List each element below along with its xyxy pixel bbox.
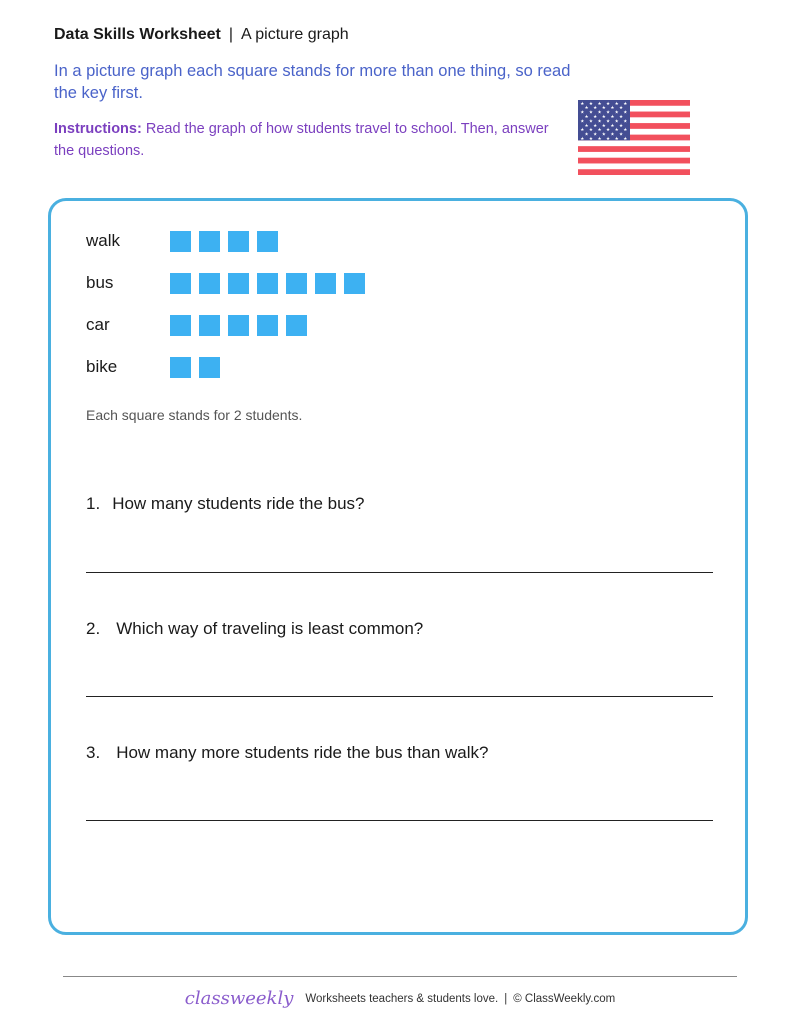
question-text: How many students ride the bus? [112, 494, 365, 513]
square-walk-2 [199, 231, 220, 252]
svg-text:★: ★ [610, 106, 615, 112]
square-car-2 [199, 315, 220, 336]
square-bike-2 [199, 357, 220, 378]
graph-label-bus: bus [86, 273, 114, 292]
question-number: 3. [86, 743, 101, 762]
square-bus-5 [286, 273, 307, 294]
svg-text:★: ★ [597, 110, 602, 116]
svg-text:★: ★ [618, 132, 624, 138]
svg-text:★: ★ [623, 137, 628, 142]
intro-text: In a picture graph each square stands for more than one thing, so read the key first. [54, 62, 571, 102]
svg-text:★: ★ [580, 101, 585, 107]
worksheet-title: Data Skills Worksheet [54, 26, 221, 43]
footer-divider [63, 976, 737, 977]
page-title [54, 26, 349, 44]
question-1 [86, 494, 365, 514]
squares-bike [170, 357, 220, 378]
graph-key: Each square stands for 2 students. [86, 407, 303, 423]
instructions-label: Instructions: [54, 121, 142, 137]
svg-text:★: ★ [588, 119, 593, 125]
question-3 [86, 743, 489, 763]
svg-text:★: ★ [610, 115, 615, 120]
square-car-1 [170, 315, 191, 336]
svg-text:★: ★ [606, 119, 611, 125]
footer-copyright: © ClassWeekly.com [513, 992, 616, 1005]
svg-text:★: ★ [593, 115, 598, 120]
svg-text:★: ★ [606, 110, 611, 116]
footer-separator: | [504, 992, 508, 1005]
brand-logo: classweekly [184, 988, 294, 1009]
svg-text:★: ★ [623, 101, 628, 107]
square-car-3 [228, 315, 249, 336]
svg-text:★: ★ [580, 110, 585, 116]
svg-text:★: ★ [584, 106, 589, 112]
svg-text:★: ★ [597, 128, 602, 134]
svg-text:★: ★ [580, 119, 585, 125]
square-bike-1 [170, 357, 191, 378]
svg-text:★: ★ [610, 123, 615, 129]
square-bus-2 [199, 273, 220, 294]
svg-text:★: ★ [593, 106, 598, 112]
svg-text:★: ★ [614, 128, 619, 134]
svg-text:★: ★ [614, 101, 619, 107]
question-text: Which way of traveling is least common? [116, 619, 424, 638]
svg-text:★: ★ [593, 132, 598, 138]
svg-text:★: ★ [588, 101, 593, 107]
graph-row-bike [86, 356, 220, 378]
svg-text:★: ★ [597, 137, 602, 142]
svg-text:★: ★ [584, 115, 589, 120]
svg-text:★: ★ [606, 128, 611, 134]
graph-row-bus [86, 272, 365, 294]
footer [0, 988, 800, 1009]
svg-text:★: ★ [618, 115, 624, 120]
svg-text:★: ★ [588, 137, 593, 142]
svg-text:★: ★ [597, 119, 602, 125]
svg-text:★: ★ [580, 128, 585, 134]
svg-text:★: ★ [623, 128, 628, 134]
svg-text:★: ★ [601, 123, 606, 129]
svg-text:★: ★ [597, 101, 602, 107]
graph-label-bike: bike [86, 357, 118, 376]
svg-text:★: ★ [623, 119, 628, 125]
question-number: 2. [86, 619, 101, 638]
worksheet-card [48, 198, 748, 935]
svg-text:★: ★ [601, 115, 606, 120]
question-number: 1. [86, 494, 101, 513]
square-car-4 [257, 315, 278, 336]
square-walk-4 [257, 231, 278, 252]
title-separator: | [228, 26, 234, 43]
graph-row-walk [86, 230, 278, 252]
graph-label-car: car [86, 315, 110, 334]
us-flag-graphic [578, 100, 690, 175]
question-2 [86, 619, 423, 639]
square-bus-4 [257, 273, 278, 294]
square-walk-3 [228, 231, 249, 252]
svg-text:★: ★ [601, 132, 606, 138]
svg-text:★: ★ [584, 132, 589, 138]
svg-text:★: ★ [614, 137, 619, 142]
svg-text:★: ★ [614, 110, 619, 116]
svg-text:★: ★ [614, 119, 619, 125]
answer-line-1[interactable] [86, 572, 713, 573]
square-bus-6 [315, 273, 336, 294]
worksheet-subtitle: A picture graph [241, 26, 349, 43]
graph-label-walk: walk [86, 231, 121, 250]
square-car-5 [286, 315, 307, 336]
footer-tagline: Worksheets teachers & students love. [305, 992, 499, 1005]
svg-text:★: ★ [618, 106, 624, 112]
svg-text:★: ★ [588, 110, 593, 116]
graph-row-car [86, 314, 307, 336]
square-bus-3 [228, 273, 249, 294]
svg-text:★: ★ [580, 137, 585, 142]
answer-line-3[interactable] [86, 820, 713, 821]
instructions [54, 118, 554, 162]
question-text: How many more students ride the bus than walk? [116, 743, 489, 762]
svg-text:★: ★ [593, 123, 598, 129]
svg-text:★: ★ [623, 110, 628, 116]
svg-text:★: ★ [618, 123, 624, 129]
squares-car [170, 315, 307, 336]
squares-bus [170, 273, 365, 294]
svg-text:★: ★ [601, 106, 606, 112]
squares-walk [170, 231, 278, 252]
svg-text:★: ★ [610, 132, 615, 138]
svg-text:★: ★ [606, 137, 611, 142]
svg-text:★: ★ [606, 101, 611, 107]
square-bus-1 [170, 273, 191, 294]
us-flag-icon [578, 100, 690, 175]
svg-text:★: ★ [584, 123, 589, 129]
svg-text:★: ★ [588, 128, 593, 134]
square-bus-7 [344, 273, 365, 294]
instructions-text: Read the graph of how students travel to school. Then, answer the questions. [54, 121, 549, 159]
answer-line-2[interactable] [86, 696, 713, 697]
square-walk-1 [170, 231, 191, 252]
